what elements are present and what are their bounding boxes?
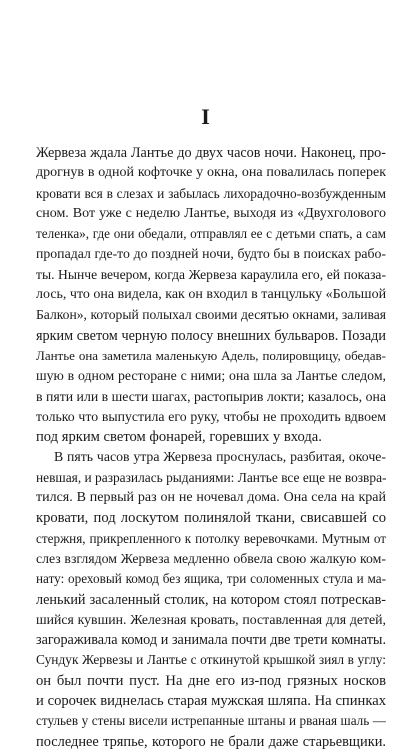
text-line: теленка», где они обедали, отправлял ее с детьми спать, а сам <box>36 226 386 242</box>
text-line: загораживала комод и занимала почти две трети комнаты. <box>36 632 386 649</box>
paragraph-1 <box>36 143 386 447</box>
text-line: стержня, прикрепленного к потолку веревочками. Мутным от <box>36 530 386 546</box>
text-line: кровати вся в слезах и забылась лихорадочно-возбужденным <box>36 185 386 201</box>
text-line: ленький засаленный столик, на котором стоял потрескав- <box>36 591 386 608</box>
text-line: тился. В первый раз он не ночевал дома. Она села на край <box>36 490 386 506</box>
text-line: кровати, под лоскутом полинялой ткани, свисавшей со <box>36 510 386 527</box>
text-line: Сундук Жервезы и Лантье с откинутой крышкой зиял в углу: <box>36 652 386 668</box>
text-line: стульев у стены висели истрепанные штаны и рваная шаль — <box>36 713 386 729</box>
text-line: последнее тряпье, которого не брали даже старьевщики. <box>36 733 386 750</box>
body-text <box>36 143 386 752</box>
text-line: шийся кувшин. Железная кровать, поставленная для детей, <box>36 611 386 627</box>
text-line: и сорочек виднелась старая мужская шляпа. На спинках <box>36 693 386 710</box>
text-line: лось, что она видела, как он входил в танцульку «Большой <box>36 287 386 303</box>
text-line: шую в одном ресторане с ними; она шла за Лантье следом, <box>36 368 386 384</box>
chapter-number: I <box>201 104 210 129</box>
text-line: пропадал где-то до поздней ночи, будто бы в поисках рабо- <box>36 246 386 262</box>
text-line: он был почти пуст. На дне его из-под грязных носков <box>36 672 386 689</box>
text-line: только что выпустила его руку, чтобы не проходить вдвоем <box>36 408 386 424</box>
text-line: в пяти или в шести шагах, растопырив локти; казалось, она <box>36 388 386 404</box>
text-line: дрогнув в одной кофточке у окна, она повалилась поперек <box>36 165 386 181</box>
text-line: Балкон», который полыхал своими десятью окнами, заливая <box>36 307 386 323</box>
text-line: ты. Нынче вечером, когда Жервеза караулила его, ей показа- <box>36 266 386 282</box>
text-line: нату: ореховый комод без ящика, три соломенных стула и ма- <box>36 571 386 587</box>
text-line: невшая, и разразилась рыданиями: Лантье все еще не возвра- <box>36 469 386 485</box>
paragraph-2 <box>36 447 386 751</box>
text-line: Жервеза ждала Лантье до двух часов ночи. Наконец, про- <box>36 145 386 161</box>
text-line: ярким светом черную полосу внешних бульваров. Позади <box>36 327 386 344</box>
text-line: слез взглядом Жервеза медленно обвела свою жалкую ком- <box>36 550 386 566</box>
text-line: Лантье она заметила маленькую Адель, полировщицу, обедав- <box>36 347 386 363</box>
text-line: под ярким светом фонарей, горевших у входа. <box>36 429 322 446</box>
text-line: В пять часов утра Жервеза проснулась, разбитая, окоче- <box>54 449 386 465</box>
text-line: сном. Вот уже с неделю Лантье, выходя из «Двухголового <box>36 205 386 221</box>
